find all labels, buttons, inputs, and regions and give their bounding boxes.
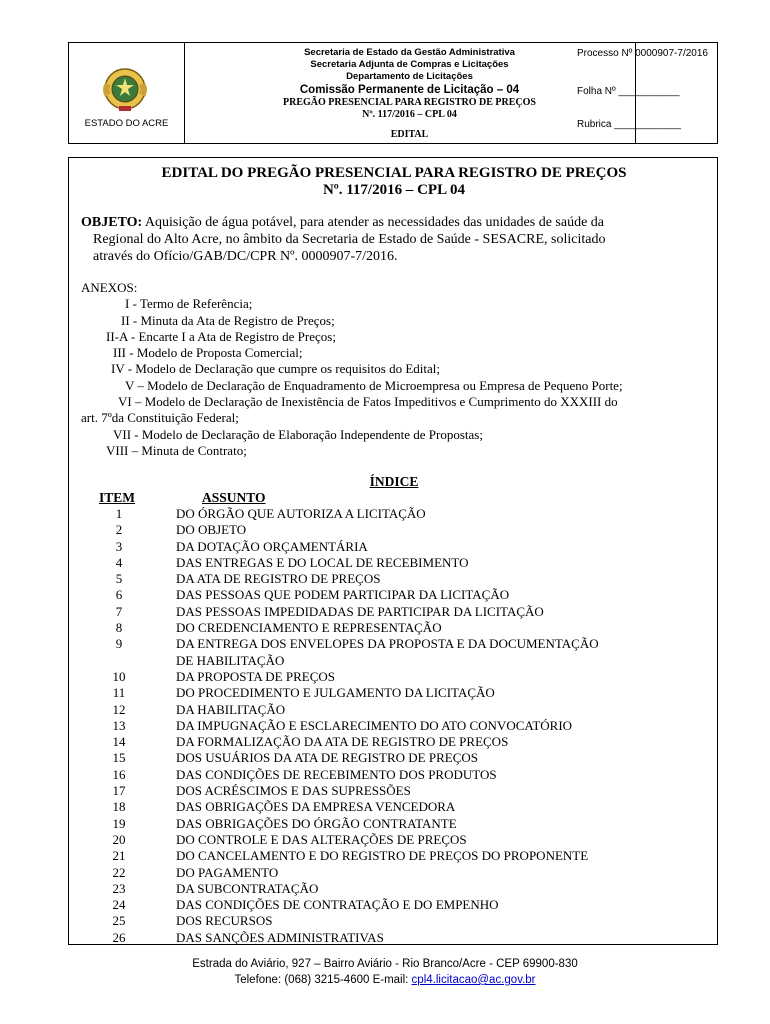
footer-email-link[interactable]: cpl4.licitacao@ac.gov.br <box>411 974 536 986</box>
rubrica-field: Rubrica ____________ <box>577 119 681 130</box>
objeto-section <box>81 214 705 265</box>
indice-row <box>69 587 719 603</box>
agency-line-1: Secretaria de Estado da Gestão Administrativa <box>304 47 515 58</box>
indice-item-subject: DAS OBRIGAÇÕES DO ÓRGÃO CONTRATANTE <box>176 815 457 831</box>
indice-item-number: 19 <box>112 815 126 831</box>
indice-item-subject: DAS PESSOAS IMPEDIDADAS DE PARTICIPAR DA LICITAÇÃO <box>176 603 544 619</box>
indice-item-number: 17 <box>112 783 126 799</box>
indice-row <box>69 506 719 522</box>
indice-item-number: 15 <box>112 750 126 766</box>
indice-item-subject: DO CREDENCIAMENTO E REPRESENTAÇÃO <box>176 620 442 636</box>
indice-item-number: 14 <box>112 734 126 750</box>
indice-item-number: 9 <box>115 636 123 652</box>
state-name-label: ESTADO DO ACRE <box>84 118 169 129</box>
process-info <box>567 42 718 142</box>
indice-item-number: 4 <box>115 554 123 570</box>
pregao-title: PREGÃO PRESENCIAL PARA REGISTRO DE PREÇOS <box>283 97 536 108</box>
objeto-text-2: Regional do Alto Acre, no âmbito da Secretaria de Estado de Saúde - SESACRE, solicitado <box>93 232 606 247</box>
indice-item-subject: DAS ENTREGAS E DO LOCAL DE RECEBIMENTO <box>176 554 469 570</box>
edital-title-line-2: Nº. 117/2016 – CPL 04 <box>322 182 466 198</box>
anexo-item: VIII – Minuta de Contrato; <box>106 442 247 458</box>
indice-row <box>69 865 719 881</box>
indice-item-number: 13 <box>112 717 126 733</box>
anexos-label: ANEXOS: <box>81 280 138 295</box>
indice-item-subject: DAS OBRIGAÇÕES DA EMPRESA VENCEDORA <box>176 799 456 815</box>
process-number: Processo Nº 0000907-7/2016 <box>577 48 708 59</box>
indice-row <box>69 522 719 538</box>
indice-item-subject: DA DOTAÇÃO ORÇAMENTÁRIA <box>176 538 368 554</box>
indice-title: ÍNDICE <box>369 474 419 489</box>
indice-item-number: 24 <box>112 897 126 913</box>
indice-item-subject: DA SUBCONTRATAÇÃO <box>176 880 319 896</box>
indice-item-number: 20 <box>112 831 126 847</box>
folha-field: Folha Nº ___________ <box>577 86 680 97</box>
commission-name: Comissão Permanente de Licitação – 04 <box>299 84 520 96</box>
indice-item-number: 18 <box>112 799 126 815</box>
indice-item-subject: DE HABILITAÇÃO <box>176 652 285 668</box>
indice-table <box>69 506 719 946</box>
indice-row <box>69 669 719 685</box>
anexos-section <box>81 280 711 459</box>
agency-line-3: Departamento de Licitações <box>346 71 473 82</box>
indice-row <box>69 832 719 848</box>
indice-row <box>69 555 719 571</box>
anexo-item: I - Termo de Referência; <box>125 296 253 312</box>
anexo-item: VII - Modelo de Declaração de Elaboração Independente de Propostas; <box>113 426 483 442</box>
indice-row <box>69 604 719 620</box>
header-logo-cell <box>69 43 185 143</box>
indice-item-number: 11 <box>112 685 126 701</box>
anexo-item: V – Modelo de Declaração de Enquadramento de Microempresa ou Empresa de Pequeno Porte; <box>125 377 623 393</box>
indice-item-number: 12 <box>112 701 126 717</box>
edital-label: EDITAL <box>390 129 429 140</box>
indice-item-number: 22 <box>112 864 126 880</box>
anexo-item: art. 7ºda Constituição Federal; <box>81 410 239 426</box>
objeto-text-1: Aquisição de água potável, para atender as necessidades das unidades de saúde da <box>142 215 605 230</box>
indice-item-number: 10 <box>112 668 126 684</box>
indice-item-subject: DA FORMALIZAÇÃO DA ATA DE REGISTRO DE PREÇOS <box>176 734 509 750</box>
anexo-item: VI – Modelo de Declaração de Inexistência de Fatos Impeditivos e Cumprimento do XXXIII do <box>118 394 618 410</box>
indice-row <box>69 783 719 799</box>
indice-row <box>69 620 719 636</box>
indice-row <box>69 539 719 555</box>
indice-item-number: 23 <box>112 880 126 896</box>
indice-row <box>69 897 719 913</box>
footer-address: Estrada do Aviário, 927 – Bairro Aviário - Rio Branco/Acre - CEP 69900-830 <box>192 958 578 970</box>
indice-row <box>69 930 719 946</box>
indice-row <box>69 767 719 783</box>
objeto-text-3: através do Ofício/GAB/DC/CPR Nº. 0000907-7/2016. <box>93 249 398 264</box>
anexo-item: II-A - Encarte I a Ata de Registro de Preços; <box>106 328 336 344</box>
indice-item-subject: DOS ACRÉSCIMOS E DAS SUPRESSÕES <box>176 783 411 799</box>
indice-row <box>69 653 719 669</box>
indice-item-number: 25 <box>112 913 126 929</box>
indice-item-number: 21 <box>112 848 126 864</box>
indice-item-subject: DAS SANÇÕES ADMINISTRATIVAS <box>176 929 384 945</box>
indice-item-subject: DO PROCEDIMENTO E JULGAMENTO DA LICITAÇÃO <box>176 685 495 701</box>
indice-col-item: ITEM <box>99 490 136 505</box>
indice-row <box>69 913 719 929</box>
indice-row <box>69 702 719 718</box>
indice-item-subject: DA ENTREGA DOS ENVELOPES DA PROPOSTA E DA DOCUMENTAÇÃO <box>176 636 599 652</box>
indice-item-subject: DO CONTROLE E DAS ALTERAÇÕES DE PREÇOS <box>176 831 467 847</box>
indice-item-number: 3 <box>115 538 123 554</box>
indice-row <box>69 571 719 587</box>
indice-row <box>69 718 719 734</box>
objeto-label: OBJETO: <box>81 215 143 230</box>
indice-item-number: 16 <box>112 766 126 782</box>
indice-row <box>69 799 719 815</box>
indice-item-subject: DA PROPOSTA DE PREÇOS <box>176 668 335 684</box>
indice-row <box>69 848 719 864</box>
indice-col-assunto: ASSUNTO <box>202 490 266 505</box>
indice-row <box>69 636 719 652</box>
state-seal-icon <box>99 63 151 115</box>
indice-item-number: 5 <box>115 571 123 587</box>
indice-item-subject: DAS PESSOAS QUE PODEM PARTICIPAR DA LICITAÇÃO <box>176 587 510 603</box>
indice-item-subject: DO ÓRGÃO QUE AUTORIZA A LICITAÇÃO <box>176 506 426 521</box>
indice-item-number: 26 <box>112 929 126 945</box>
indice-item-subject: DA HABILITAÇÃO <box>176 701 286 717</box>
indice-row <box>69 750 719 766</box>
indice-item-subject: DAS CONDIÇÕES DE RECEBIMENTO DOS PRODUTOS <box>176 766 497 782</box>
indice-item-subject: DA IMPUGNAÇÃO E ESCLARECIMENTO DO ATO CONVOCATÓRIO <box>176 717 573 733</box>
anexo-item: IV - Modelo de Declaração que cumpre os requisitos do Edital; <box>111 361 440 377</box>
indice-item-subject: DAS CONDIÇÕES DE CONTRATAÇÃO E DO EMPENHO <box>176 897 499 913</box>
footer-contact <box>0 972 770 988</box>
indice-item-number: 2 <box>115 522 123 538</box>
edital-title-line-1: EDITAL DO PREGÃO PRESENCIAL PARA REGISTRO DE PREÇOS <box>161 165 627 181</box>
indice-row <box>69 734 719 750</box>
indice-item-number: 7 <box>115 603 123 619</box>
indice-item-subject: DO OBJETO <box>176 522 247 538</box>
indice-item-number: 6 <box>115 587 123 603</box>
indice-row <box>69 685 719 701</box>
footer-phone: Telefone: (068) 3215-4600 E-mail: <box>234 974 412 986</box>
indice-item-subject: DOS USUÁRIOS DA ATA DE REGISTRO DE PREÇOS <box>176 750 478 766</box>
agency-line-2: Secretaria Adjunta de Compras e Licitações <box>310 59 509 70</box>
anexo-item: III - Modelo de Proposta Comercial; <box>113 345 303 361</box>
indice-row <box>69 816 719 832</box>
indice-item-subject: DO CANCELAMENTO E DO REGISTRO DE PREÇOS DO PROPONENTE <box>176 848 589 864</box>
indice-item-subject: DA ATA DE REGISTRO DE PREÇOS <box>176 571 381 587</box>
indice-item-number: 1 <box>115 506 123 521</box>
indice-item-number: 8 <box>115 620 123 636</box>
pregao-number: Nº. 117/2016 – CPL 04 <box>362 109 457 120</box>
anexo-item: II - Minuta da Ata de Registro de Preços; <box>121 312 335 328</box>
indice-row <box>69 881 719 897</box>
edital-body <box>68 157 718 945</box>
indice-item-subject: DO PAGAMENTO <box>176 864 279 880</box>
indice-item-subject: DOS RECURSOS <box>176 913 273 929</box>
